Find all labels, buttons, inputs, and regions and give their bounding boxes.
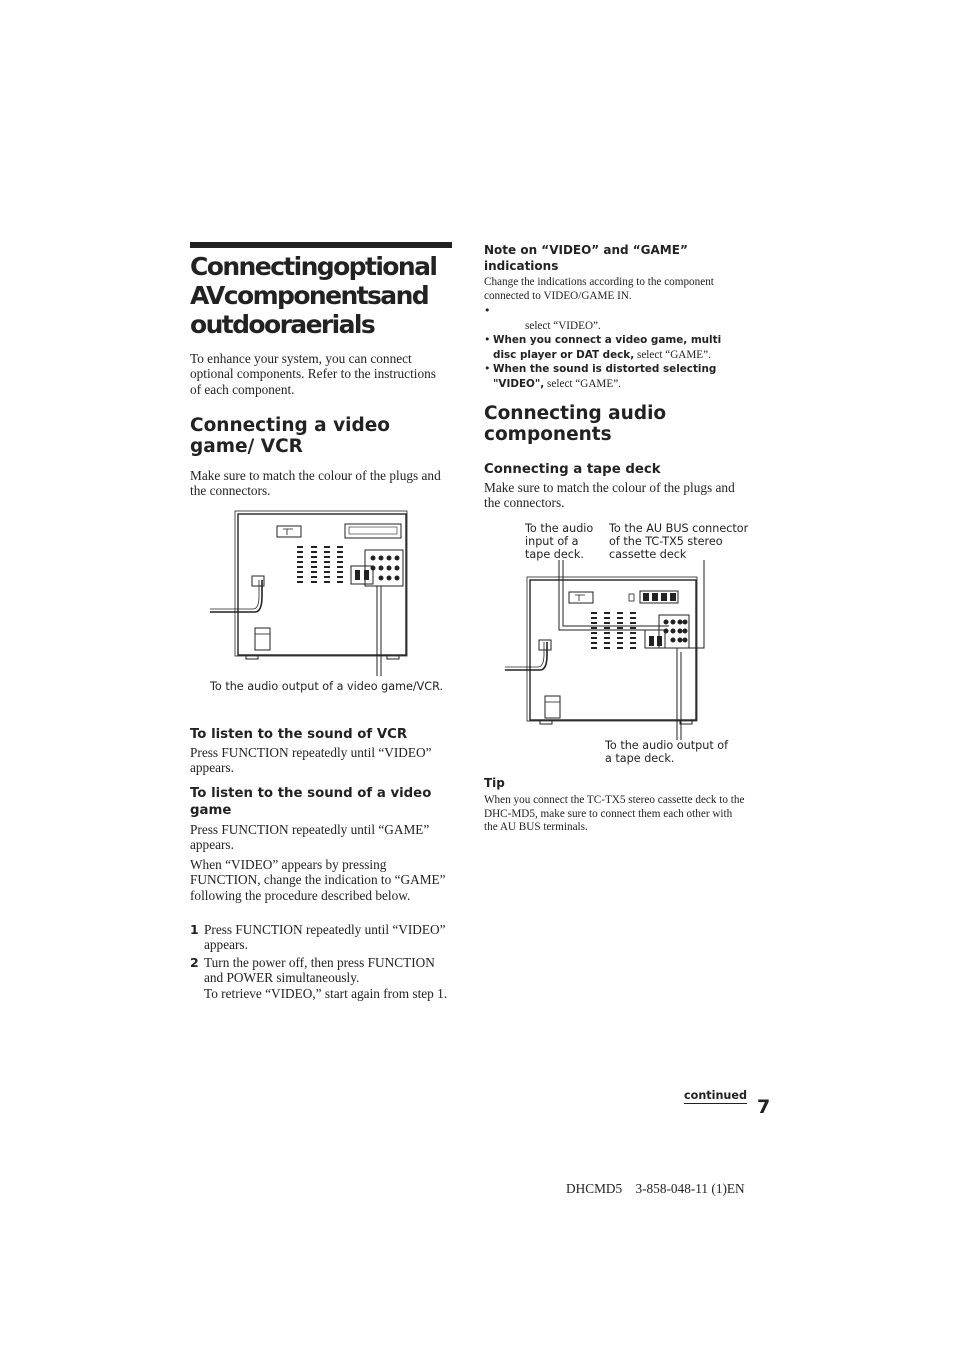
video-figure-caption: To the audio output of a video game/VCR. — [210, 680, 444, 693]
note-bullet-1: • select “VIDEO”. — [484, 304, 746, 333]
step-extra: To retrieve “VIDEO,” start again from step 1. — [204, 985, 448, 1001]
page-title — [190, 252, 460, 339]
note-bullet-3: • When the sound is distorted selecting "VIDEO", select “GAME”. — [484, 362, 746, 391]
step-number: 2 — [190, 955, 199, 970]
title-rule — [190, 242, 452, 248]
audio-section-heading: Connecting audio components — [484, 403, 667, 445]
vcr-heading: To listen to the sound of VCR — [190, 727, 408, 742]
intro-text: To enhance your system, you can connect optional components. Refer to the instructions of each component. — [190, 351, 436, 397]
page-title-line-1: Connectingoptional — [190, 252, 437, 281]
game-text-2: When “VIDEO” appears by pressing FUNCTION, change the indication to “GAME” following the procedure described below. — [190, 857, 446, 903]
note-bullet-2: • When you connect a video game, multi disc player or DAT deck, select “GAME”. — [484, 333, 746, 362]
note-heading: Note on “VIDEO” and “GAME” indications — [484, 243, 688, 273]
vcr-text: Press FUNCTION repeatedly until “VIDEO” appears. — [190, 745, 432, 776]
step-number: 1 — [190, 922, 199, 937]
label-audio-input: To the audio input of a tape deck. — [525, 522, 594, 561]
page-title-line-2: AVcomponentsand — [190, 281, 429, 310]
tip-text: When you connect the TC-TX5 stereo cassette deck to the DHC-MD5, make sure to connect them each other with the AU BUS terminals. — [484, 794, 745, 834]
step-text: Turn the power off, then press FUNCTION and POWER simultaneously. — [204, 955, 435, 986]
video-section-text: Make sure to match the colour of the plugs and the connectors. — [190, 468, 441, 499]
label-audio-output: To the audio output of a tape deck. — [605, 739, 729, 765]
step-text: Press FUNCTION repeatedly until “VIDEO” appears. — [204, 922, 446, 953]
page-title-line-3: outdooraerials — [190, 310, 375, 339]
note-bullets — [484, 304, 746, 391]
tape-deck-heading: Connecting a tape deck — [484, 462, 661, 477]
label-au-bus: To the AU BUS connector of the TC-TX5 stereo cassette deck — [609, 522, 749, 561]
tip-heading: Tip — [484, 776, 505, 790]
game-step-2 — [190, 955, 452, 1001]
document-code: DHCMD5 3-858-048-11 (1)EN — [566, 1181, 745, 1196]
continued-label: continued — [684, 1089, 747, 1102]
game-step-1 — [190, 922, 452, 953]
note-text: Change the indications according to the component connected to VIDEO/GAME IN. — [484, 276, 714, 302]
tape-deck-text: Make sure to match the colour of the plugs and the connectors. — [484, 480, 735, 511]
video-section-heading: Connecting a video game/ VCR — [190, 415, 391, 457]
video-connection-diagram — [205, 508, 420, 673]
tape-deck-connection-diagram — [505, 560, 720, 745]
page-number: 7 — [757, 1096, 771, 1118]
game-text: Press FUNCTION repeatedly until “GAME” appears. — [190, 822, 430, 853]
game-heading: To listen to the sound of a video game — [190, 786, 432, 818]
